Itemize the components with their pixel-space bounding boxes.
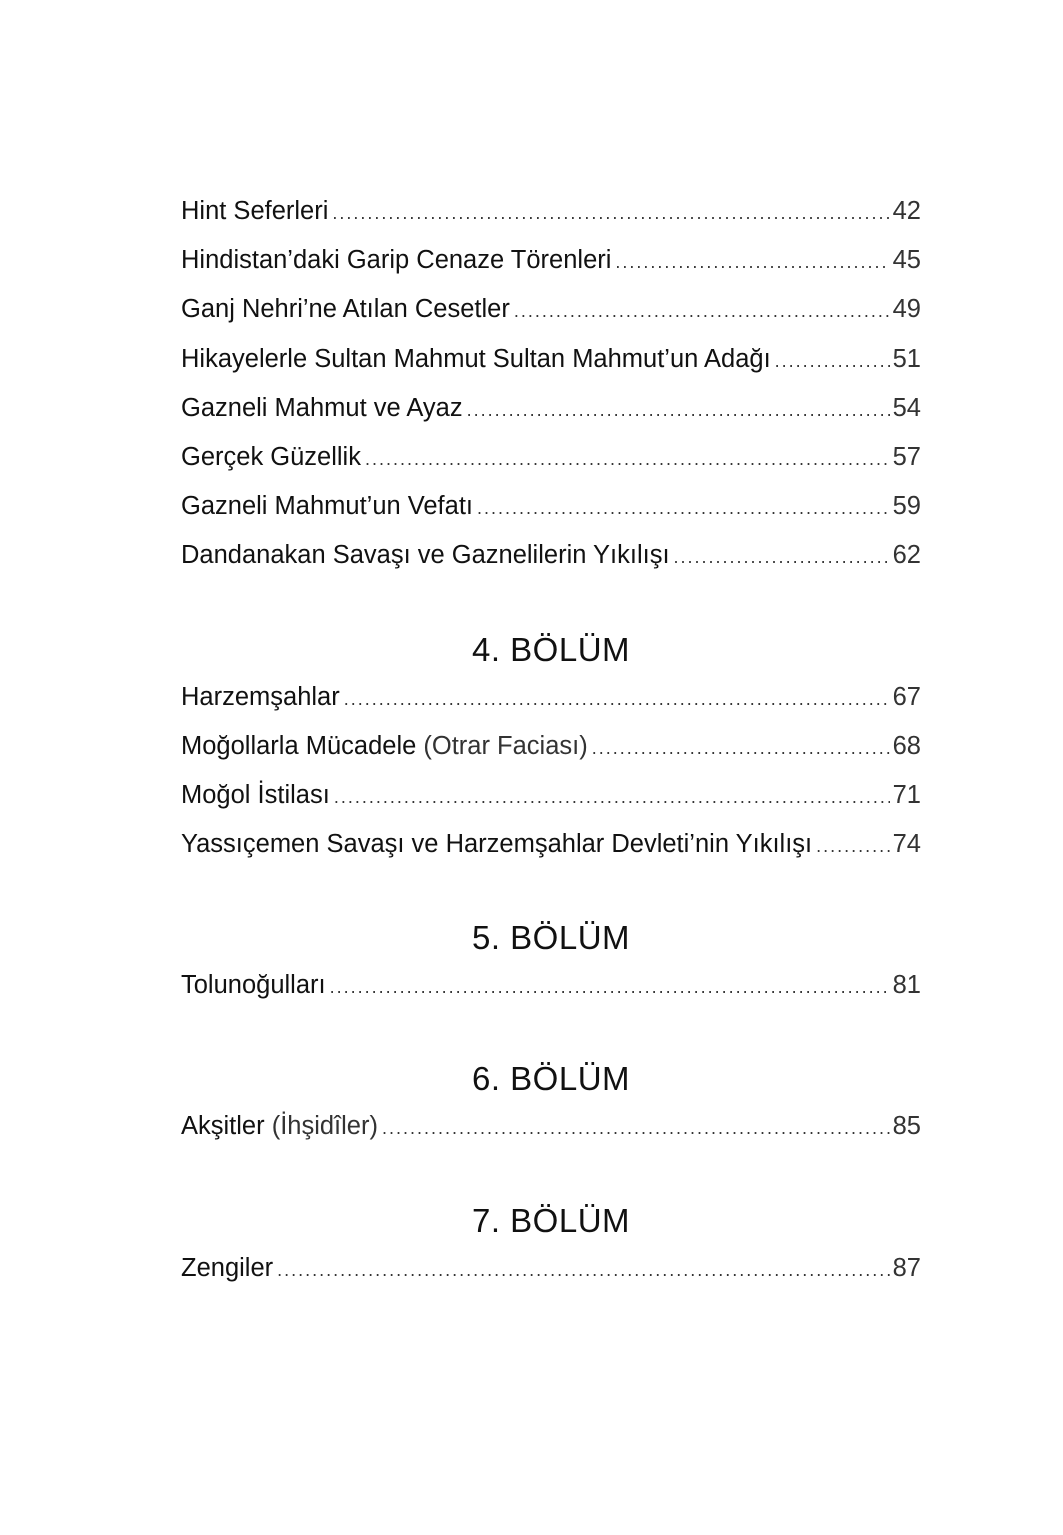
dot-leader: [344, 675, 890, 724]
toc-entry-title: Tolunoğulları: [181, 971, 326, 1000]
dot-leader: [277, 1246, 889, 1295]
toc-entry-title: [181, 1102, 378, 1151]
toc-entry-title: Dandanakan Savaşı ve Gaznelilerin Yıkılışı: [181, 541, 670, 570]
toc-entry-page: 67: [892, 682, 921, 711]
toc-entry[interactable]: [181, 384, 921, 433]
toc-entry-title: Ganj Nehri’ne Atılan Cesetler: [181, 295, 510, 324]
dot-leader: [775, 337, 890, 386]
dot-leader: [514, 287, 890, 336]
toc-entry-title: Gazneli Mahmut ve Ayaz: [181, 393, 463, 422]
dot-leader: [365, 435, 890, 484]
toc-entry-main: Akşitler: [181, 1112, 265, 1141]
toc-entry-title: Gazneli Mahmut’un Vefatı: [181, 492, 473, 521]
chapter-heading: 7. BÖLÜM: [471, 1201, 631, 1239]
dot-leader: [382, 1104, 890, 1153]
chapter-heading: 5. BÖLÜM: [471, 919, 631, 957]
toc-entry[interactable]: [181, 433, 921, 482]
toc-group-chapter-4: [181, 673, 921, 870]
toc-entry-page: 68: [892, 731, 921, 760]
toc-entry-title: Zengiler: [181, 1253, 274, 1282]
toc-entry[interactable]: [181, 771, 921, 820]
toc-entry-subtitle: (İhşidîler): [271, 1112, 378, 1141]
toc-entry-title: Gerçek Güzellik: [181, 442, 361, 471]
toc-entry-page: 87: [892, 1253, 921, 1282]
dot-leader: [477, 484, 890, 533]
toc-entry-title: [181, 722, 588, 771]
toc-entry[interactable]: [181, 1244, 921, 1293]
toc-entry-page: 57: [892, 442, 921, 471]
toc-entry[interactable]: [181, 236, 921, 285]
toc-entry-title: Hindistan’daki Garip Cenaze Törenleri: [181, 246, 612, 275]
toc-entry[interactable]: [181, 187, 921, 236]
table-of-contents: [181, 187, 921, 1293]
dot-leader: [592, 724, 890, 773]
dot-leader: [816, 822, 889, 871]
toc-group-chapter-6: [181, 1102, 921, 1151]
dot-leader: [615, 238, 889, 287]
toc-entry-title: Moğol İstilası: [181, 780, 330, 809]
toc-entry-title: Harzemşahlar: [181, 682, 340, 711]
toc-entry-title: Yassıçemen Savaşı ve Harzemşahlar Devleti’nin Yıkılışı: [181, 830, 813, 859]
toc-entry-page: 81: [892, 971, 921, 1000]
toc-group-chapter-3: [181, 187, 921, 581]
chapter-heading: 4. BÖLÜM: [471, 630, 631, 668]
dot-leader: [334, 773, 890, 822]
toc-entry[interactable]: [181, 673, 921, 722]
chapter-heading: 6. BÖLÜM: [471, 1060, 631, 1098]
toc-entry-page: 51: [892, 344, 921, 373]
toc-entry-page: 62: [892, 541, 921, 570]
toc-entry-page: 42: [892, 197, 921, 225]
toc-entry-page: 59: [892, 492, 921, 521]
toc-entry-title: Hikayelerle Sultan Mahmut Sultan Mahmut’un Adağı: [181, 344, 771, 373]
toc-entry[interactable]: [181, 961, 921, 1010]
toc-entry-subtitle: (Otrar Faciası): [423, 731, 588, 760]
dot-leader: [467, 386, 890, 435]
dot-leader: [332, 189, 889, 238]
toc-entry-main: Moğollarla Mücadele: [181, 731, 417, 760]
toc-entry[interactable]: [181, 1102, 921, 1151]
dot-leader: [330, 963, 890, 1012]
toc-entry-page: 85: [892, 1112, 921, 1141]
toc-entry-title: Hint Seferleri: [181, 197, 329, 225]
toc-entry[interactable]: [181, 531, 921, 580]
toc-entry-page: 71: [892, 780, 921, 809]
toc-entry[interactable]: [181, 285, 921, 334]
toc-entry-page: 54: [892, 393, 921, 422]
toc-entry[interactable]: [181, 482, 921, 531]
toc-entry-page: 45: [892, 246, 921, 275]
dot-leader: [674, 533, 890, 582]
toc-entry[interactable]: [181, 820, 921, 869]
toc-entry-page: 49: [892, 295, 921, 324]
toc-entry-page: 74: [892, 830, 921, 859]
toc-entry[interactable]: [181, 722, 921, 771]
toc-group-chapter-7: [181, 1244, 921, 1293]
toc-entry[interactable]: [181, 335, 921, 384]
toc-group-chapter-5: [181, 961, 921, 1010]
